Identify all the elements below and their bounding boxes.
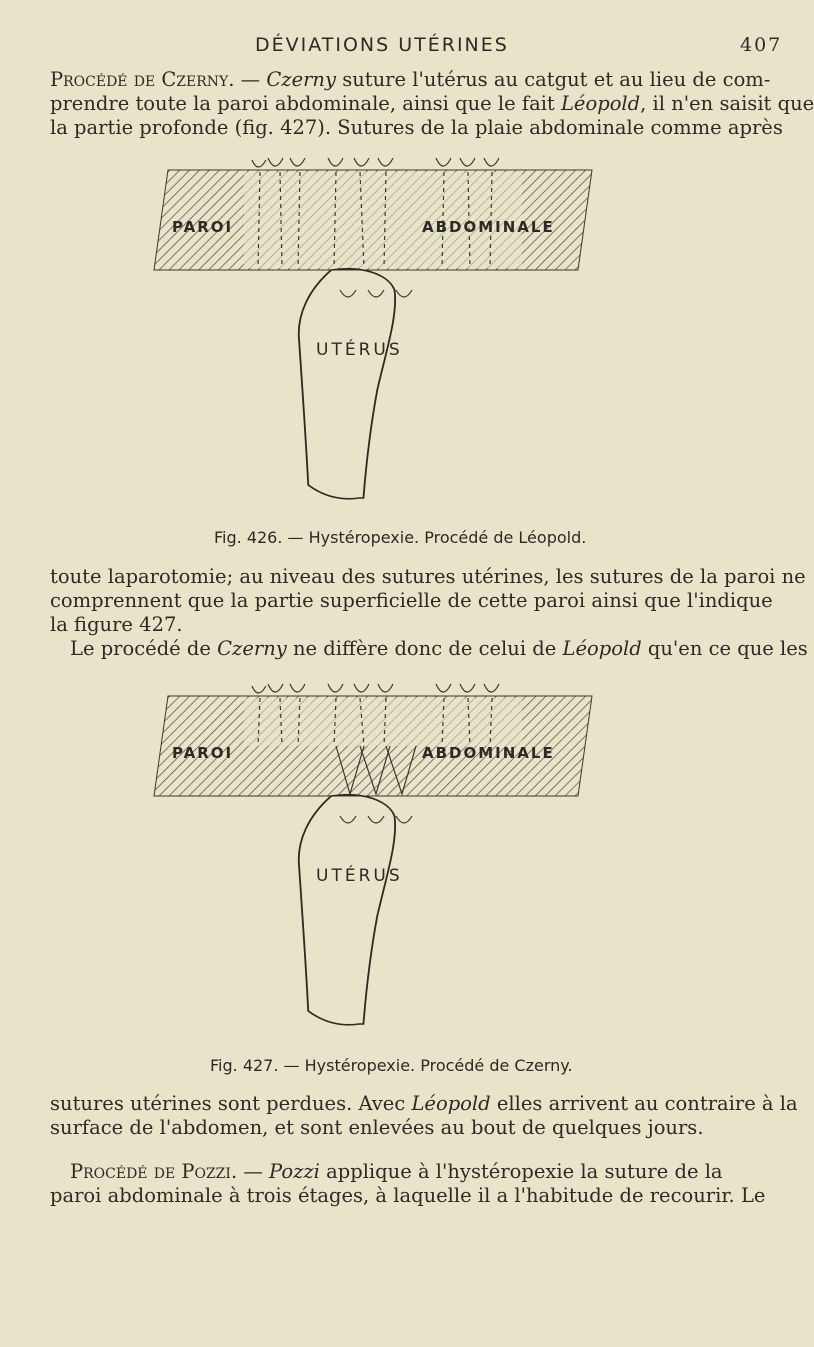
author-name: Czerny [266, 68, 337, 91]
paragraph-pozzi: Procédé de Pozzi. — Pozzi applique à l'hystéropexie la suture de la paroi abdominale à trois étages, à laquelle il a l'habitude de recourir. Le [50, 1160, 766, 1207]
author-name: Czerny [217, 637, 287, 660]
label-paroi: PAROI [172, 218, 234, 236]
uterus-outline [299, 269, 395, 499]
paragraph-czerny-intro: Procédé de Czerny. — Czerny suture l'utérus au catgut et au lieu de com- prendre toute la paroi abdominale, ainsi que le fait Léopold, il n'en saisit que la partie profonde (fig. 427). Sutures de la plaie abdominale comme après [50, 68, 814, 139]
running-head-title: DÉVIATIONS UTÉRINES [255, 34, 509, 56]
label-abdominale: ABDOMINALE [422, 744, 555, 762]
label-uterus: UTÉRUS [316, 340, 403, 360]
author-name: Léopold [411, 1092, 491, 1115]
author-name: Pozzi [269, 1160, 320, 1183]
figure-427-caption: Fig. 427. — Hystéropexie. Procédé de Czerny. [210, 1056, 573, 1075]
paragraph-sutures: sutures utérines sont perdues. Avec Léopold elles arrivent au contraire à la surface de l'abdomen, et sont enlevées au bout de quelques jours. [50, 1092, 798, 1139]
superficial-suture-zone [244, 698, 522, 746]
figure-427-illustration [140, 666, 620, 1036]
section-lead: Procédé de Czerny. [50, 68, 235, 91]
uterus-outline [299, 795, 395, 1025]
figure-426-caption: Fig. 426. — Hystéropexie. Procédé de Léopold. [214, 528, 587, 547]
author-name: Léopold [562, 637, 642, 660]
page-number: 407 [740, 34, 783, 56]
label-paroi: PAROI [172, 744, 234, 762]
author-name: Léopold [560, 92, 641, 115]
paragraph-comparison: toute laparotomie; au niveau des sutures utérines, les sutures de la paroi ne comprennent que la partie superficielle de cette paroi ainsi que l'indique la figure 427. Le procédé de Czerny ne diffère donc de celui de Léopold qu'en ce que les [50, 565, 808, 660]
figure-426-illustration [140, 140, 620, 510]
label-abdominale: ABDOMINALE [422, 218, 555, 236]
section-lead: Procédé de Pozzi. [70, 1160, 238, 1183]
running-head [0, 34, 801, 62]
label-uterus: UTÉRUS [316, 866, 403, 886]
